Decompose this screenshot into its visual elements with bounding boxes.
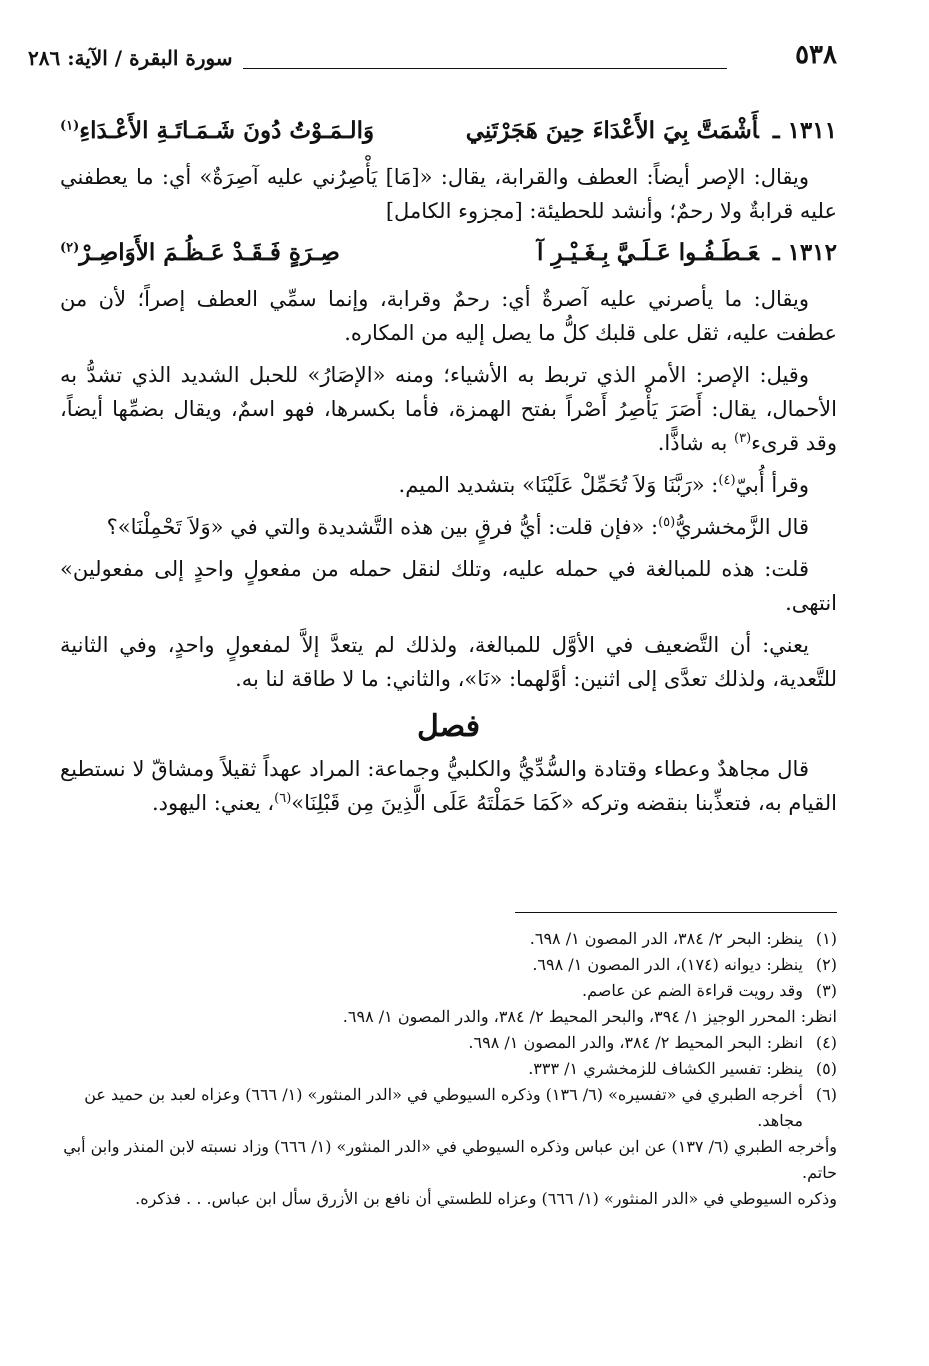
footnote-text: ينظر: البحر ٢/ ٣٨٤، الدر المصون ١/ ٦٩٨. (529, 929, 803, 948)
paragraph-text: وقيل: الإصر: الأمر الذي تربط به الأشياء؛ ومنه «الإصَارُ» للحبل الشديد الذي تشدُّ به الأحمال، يقال: أَصَرَ يَأْصِرُ أَصْراً بفتح الهمزة، فأما بكسرها، فهو اسمٌ، ويقال بضمِّها أيضاً، وقد قرىء (60, 363, 837, 455)
page-number: ٥٣٨ (795, 40, 837, 70)
hemistich-2: وَالـمَـوْتُ دُونَ شَـمَـاتَـةِ الأَعْـدَاءِ (79, 117, 375, 144)
verse-first-hemistich (466, 114, 837, 148)
footnote-separator (515, 912, 837, 913)
header-rule (243, 68, 727, 69)
verse-second-hemistich (60, 114, 414, 148)
footnote (60, 1030, 837, 1056)
verse-number: ١٣١١ ـ (772, 117, 837, 144)
hemistich-2: صِـرَةٍ فَـقَـدْ عَـظُـمَ الأَوَاصِـرْ (79, 239, 340, 266)
main-text (60, 108, 837, 828)
paragraph (60, 358, 837, 460)
hemistich-1: أَشْمَتَّ بِيَ الأَعْدَاءَ حِينَ هَجَرْتَنِي (465, 117, 759, 144)
verse-number: ١٣١٢ ـ (772, 239, 837, 266)
paragraph-text: قال مجاهدٌ وعطاء وقتادة والسُّدِّيُّ والكلبيُّ وجماعة: المراد عهداً ثقيلاً ومشاقّ لا نستطيع القيام به، فتعذِّبنا بنقضه وتركه «كَمَا حَمَلْتَهُ عَلَى الَّذِينَ مِن قَبْلِنَا» (60, 757, 837, 815)
footnote-text: انظر: البحر المحيط ٢/ ٣٨٤، والدر المصون ١/ ٦٩٨. (468, 1033, 803, 1052)
footnote-text: ينظر: تفسير الكشاف للزمخشري ١/ ٣٣٣. (528, 1059, 803, 1078)
verse-1311 (60, 114, 837, 148)
footnote-ref: (٥) (658, 515, 676, 530)
paragraph (60, 752, 837, 820)
page-header (28, 38, 837, 80)
verse-second-hemistich (60, 236, 380, 270)
footnote-number: (٣) (815, 981, 837, 1000)
footnote-continuation: انظر: المحرر الوجيز ١/ ٣٩٤، والبحر المحيط ٢/ ٣٨٤، والدر المصون ١/ ٦٩٨. (342, 1007, 837, 1026)
paragraph-text: : «رَبَّنَا وَلاَ تُحَمِّلْ عَلَيْنَا» بتشديد الميم. (398, 473, 719, 497)
footnote (60, 978, 837, 1004)
paragraph: قلت: هذه للمبالغة في حمله عليه، وتلك لنقل حمله من مفعولٍ واحدٍ إلى مفعولين» انتهى. (60, 557, 837, 615)
paragraph (60, 468, 837, 502)
paragraph-text: ، يعني: اليهود. (151, 791, 275, 815)
section-heading: فصل (416, 709, 481, 744)
paragraph-text: قال الزَّمخشريُّ (675, 515, 809, 539)
footnote (60, 952, 837, 978)
footnote (60, 1056, 837, 1082)
hemistich-1: عَـطَـفُـوا عَـلَـيَّ بِـغَـيْـرِ آ (537, 239, 759, 266)
footnote-number: (١) (815, 929, 837, 948)
footnote (60, 926, 837, 952)
footnote-ref: (٣) (734, 431, 752, 446)
footnotes (60, 926, 837, 1212)
footnote (60, 1082, 837, 1134)
footnote-continuation: وأخرجه الطبري (٦/ ١٣٧) عن ابن عباس وذكره السيوطي في «الدر المنثور» (١/ ٦٦٦) وزاد نسبته لابن المنذر وابن أبي حاتم. (63, 1137, 837, 1182)
footnote-text: أخرجه الطبري في «تفسيره» (٦/ ١٣٦) وذكره السيوطي في «الدر المنثور» (١/ ٦٦٦) وعزاه لعبد بن حميد عن مجاهد. (84, 1085, 803, 1130)
paragraph: يعني: أن التَّضعيف في الأوَّل للمبالغة، ولذلك لم يتعدَّ إلاَّ لمفعولٍ واحدٍ، وفي الثانية للتَّعدية، ولذلك تعدَّى إلى اثنين: أوَّلهما: «نَا»، والثاني: ما لا طاقة لنا به. (60, 633, 837, 691)
footnote-number: (٢) (815, 955, 837, 974)
paragraph-text: وقرأ أُبيّ (735, 473, 809, 497)
paragraph-text: به شاذًّا. (657, 431, 735, 455)
paragraph-text: : «فإن قلت: أيُّ فرقٍ بين هذه التَّشديدة والتي في «وَلاَ تَحْمِلْنَا»؟ (106, 515, 659, 539)
footnote-ref: (٦) (274, 791, 292, 806)
footnote-ref: (٤) (718, 473, 736, 488)
footnote-ref: (٢) (60, 240, 80, 256)
footnote-text: ينظر: ديوانه (١٧٤)، الدر المصون ١/ ٦٩٨. (532, 955, 803, 974)
running-title: سورة البقرة / الآية: ٢٨٦ (28, 46, 233, 70)
footnote-number: (٦) (815, 1085, 837, 1104)
verse-1312 (60, 236, 837, 270)
footnote-text: وقد رويت قراءة الضم عن عاصم. (582, 981, 803, 1000)
footnote-number: (٥) (815, 1059, 837, 1078)
footnote-ref: (١) (60, 118, 80, 134)
paragraph (60, 510, 837, 544)
footnote-number: (٤) (815, 1033, 837, 1052)
footnote-continuation: وذكره السيوطي في «الدر المنثور» (١/ ٦٦٦) وعزاه للطستي أن نافع بن الأزرق سأل ابن عباس. . . فذكره. (135, 1189, 837, 1208)
paragraph: ويقال: ما يأصرني عليه آصرةٌ أي: رحمٌ وقرابة، وإنما سمِّي العطف إصراً؛ لأن من عطفت عليه، ثقل على قلبك كلُّ ما يصل إليه من المكاره. (60, 287, 837, 345)
paragraph: ويقال: الإصر أيضاً: العطف والقرابة، يقال: «[مَا] يَأْصِرُني عليه آصِرَةٌ» أي: ما يعطفني عليه قرابةٌ ولا رحمٌ؛ وأنشد للحطيئة: [مجزوء الكامل] (60, 165, 837, 223)
verse-first-hemistich (537, 236, 837, 270)
